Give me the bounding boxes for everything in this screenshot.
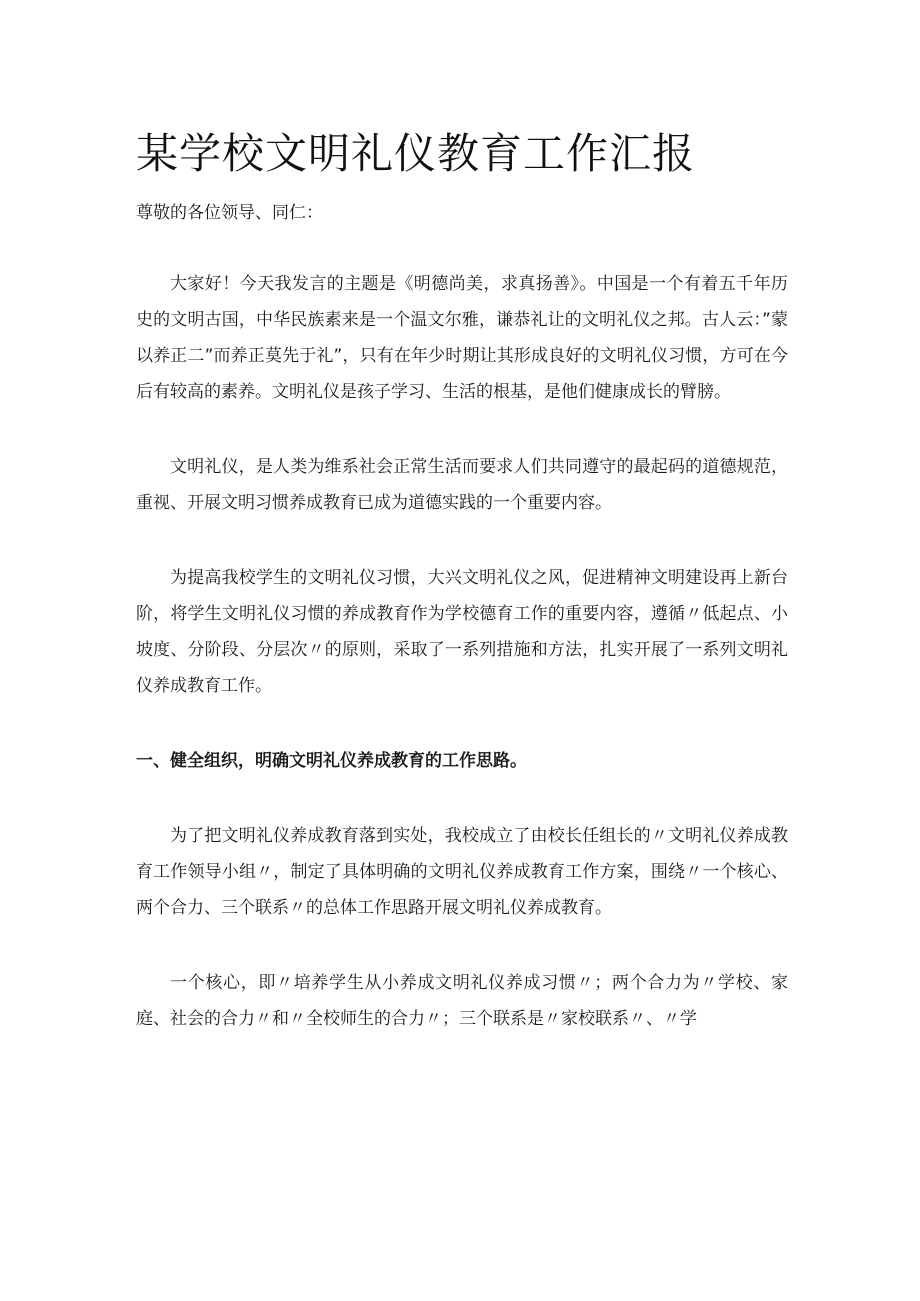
section-heading: 一、健全组织，明确文明礼仪养成教育的工作思路。 (136, 751, 527, 771)
work-approach-paragraph: 一个核心，即〃培养学生从小养成文明礼仪养成习惯〃；两个合力为〃学校、家庭、社会的合力〃和〃全校师生的合力〃；三个联系是〃家校联系〃、〃学 (136, 973, 788, 1029)
etiquette-definition-paragraph: 文明礼仪，是人类为维系社会正常生活而要求人们共同遵守的最起码的道德规范，重视、开展文明习惯养成教育已成为道德实践的一个重要内容。 (136, 457, 788, 513)
salutation: 尊敬的各位领导、同仁： (136, 203, 323, 223)
document-title: 某学校文明礼仪教育工作汇报 (136, 129, 696, 178)
intro-paragraph: 大家好！今天我发言的主题是《明德尚美，求真扬善》。中国是一个有着五千年历史的文明古国，中华民族素来是一个温文尔雅，谦恭礼让的文明礼仪之邦。古人云：”蒙以养正二”而养正莫先于礼”，只有在年少时期让其形成良好的文明礼仪习惯，方可在今后有较高的素养。文明礼仪是孩子学习、生活的根基，是他们健康成长的臂膀。 (136, 274, 788, 402)
school-measures-paragraph: 为提高我校学生的文明礼仪习惯，大兴文明礼仪之风，促进精神文明建设再上新台阶，将学生文明礼仪习惯的养成教育作为学校德育工作的重要内容，遵循〃低起点、小坡度、分阶段、分层次〃的原则，采取了一系列措施和方法，扎实开展了一系列文明礼仪养成教育工作。 (136, 568, 788, 696)
organization-paragraph: 为了把文明礼仪养成教育落到实处，我校成立了由校长任组长的〃文明礼仪养成教育工作领导小组〃，制定了具体明确的文明礼仪养成教育工作方案，围绕〃一个核心、两个合力、三个联系〃的总体工作思路开展文明礼仪养成教育。 (136, 826, 788, 918)
document-body (136, 266, 788, 1076)
